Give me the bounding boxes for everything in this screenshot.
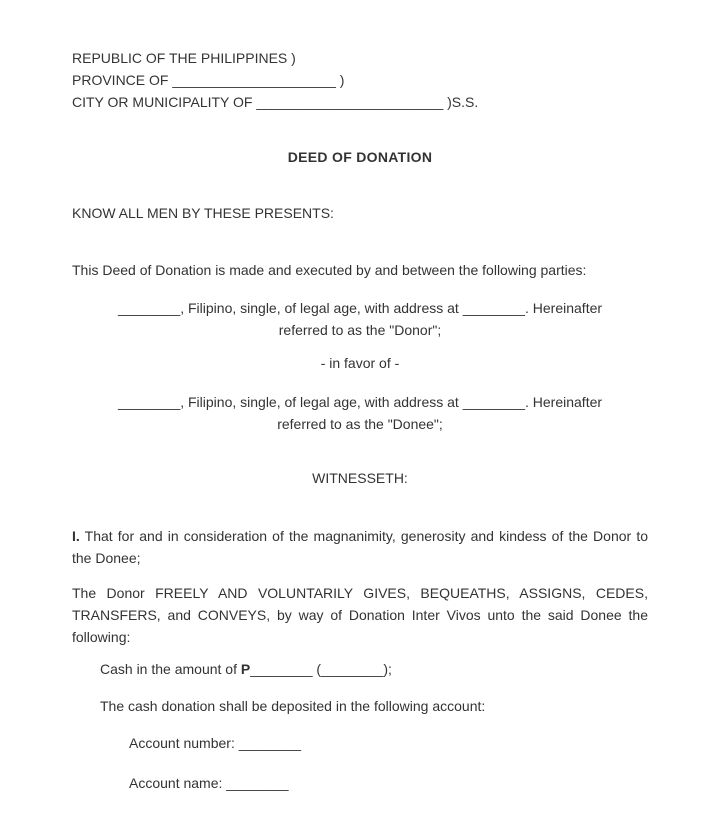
venue-header bbox=[72, 47, 648, 113]
intro-paragraph: This Deed of Donation is made and executed by and between the following parties: bbox=[72, 262, 587, 278]
city-label: CITY OR MUNICIPALITY OF bbox=[72, 94, 257, 110]
deposit-line: The cash donation shall be deposited in the following account: bbox=[100, 698, 486, 714]
donee-line-2: referred to as the "Donee"; bbox=[277, 416, 443, 432]
consideration-clause bbox=[72, 525, 648, 569]
clause-numeral: I. bbox=[72, 528, 80, 544]
city-line bbox=[72, 91, 648, 113]
donee-paragraph bbox=[72, 391, 648, 435]
province-line bbox=[72, 69, 648, 91]
account-number-label: Account number: bbox=[129, 735, 239, 751]
cash-amount-blanks: ________ (________); bbox=[250, 661, 392, 677]
consideration-clause-text: That for and in consideration of the magnanimity, generosity and kindess of the Donor to the Donee; bbox=[72, 528, 648, 566]
donor-paragraph bbox=[72, 297, 648, 341]
province-label: PROVINCE OF bbox=[72, 72, 173, 88]
in-favor-of-line: - in favor of - bbox=[320, 355, 400, 371]
document-title: DEED OF DONATION bbox=[287, 149, 433, 165]
province-blank: _____________________ bbox=[172, 72, 336, 88]
cash-amount-label: Cash in the amount of bbox=[100, 661, 241, 677]
city-blank: ________________________ bbox=[256, 94, 444, 110]
account-name-line bbox=[129, 772, 648, 794]
account-name-blank: ________ bbox=[226, 775, 289, 791]
cash-amount-line bbox=[100, 658, 648, 680]
account-number-blank: ________ bbox=[238, 735, 302, 751]
donation-clause: The Donor FREELY AND VOLUNTARILY GIVES, BEQUEATHS, ASSIGNS, CEDES, TRANSFERS, and CONVEYS, by way of Donation Inter Vivos unto the said Donee the following: bbox=[72, 585, 648, 645]
witnesseth-heading: WITNESSETH: bbox=[312, 470, 408, 486]
donor-line-2: referred to as the "Donor"; bbox=[278, 322, 442, 338]
account-name-label: Account name: bbox=[129, 775, 227, 791]
republic-line-text: REPUBLIC OF THE PHILIPPINES ) bbox=[72, 50, 296, 66]
donee-line-1: ________, Filipino, single, of legal age, with address at ________. Hereinafter bbox=[117, 394, 603, 410]
republic-line bbox=[72, 47, 648, 69]
donor-line-1: ________, Filipino, single, of legal age, with address at ________. Hereinafter bbox=[117, 300, 603, 316]
account-number-line bbox=[129, 732, 648, 754]
city-paren-ss: )S.S. bbox=[443, 94, 479, 110]
peso-symbol: P bbox=[240, 661, 251, 677]
province-paren: ) bbox=[335, 72, 345, 88]
opening-line: KNOW ALL MEN BY THESE PRESENTS: bbox=[72, 205, 334, 221]
